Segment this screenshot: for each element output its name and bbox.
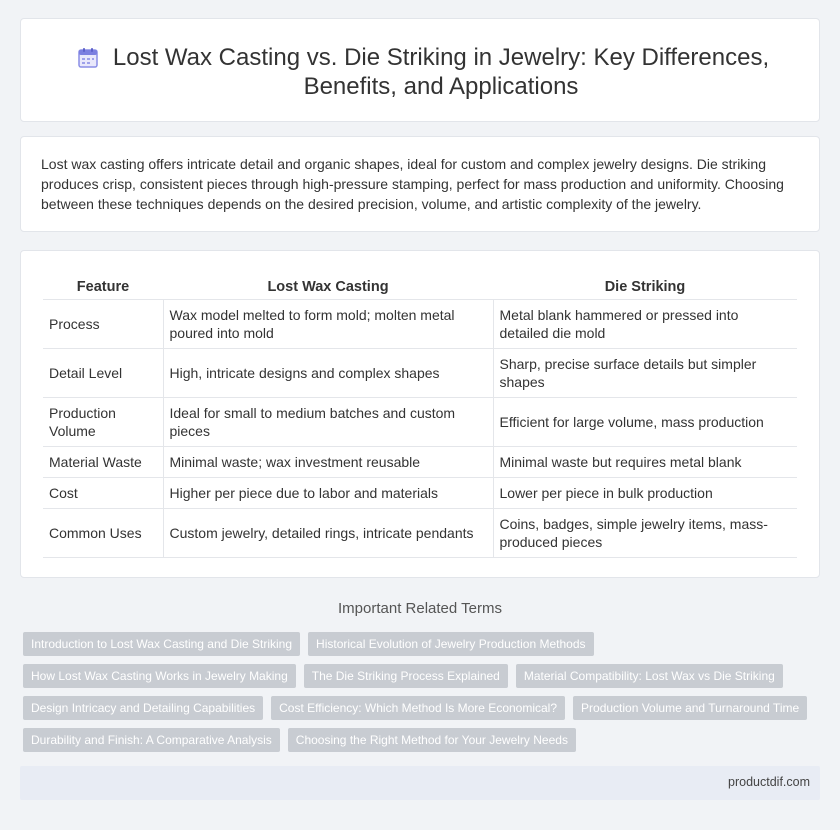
- column-header: Lost Wax Casting: [163, 275, 493, 299]
- comparison-table-card: [20, 250, 820, 578]
- table-cell: Efficient for large volume, mass production: [493, 397, 797, 446]
- table-cell: Production Volume: [43, 397, 163, 446]
- table-row: [43, 299, 797, 348]
- table-row: [43, 397, 797, 446]
- related-term-tag[interactable]: Choosing the Right Method for Your Jewelry Needs: [288, 728, 576, 752]
- footer-bar: [20, 766, 820, 800]
- related-term-tag[interactable]: How Lost Wax Casting Works in Jewelry Making: [23, 664, 296, 688]
- table-cell: Higher per piece due to labor and materials: [163, 477, 493, 508]
- table-cell: Metal blank hammered or pressed into detailed die mold: [493, 299, 797, 348]
- table-cell: Cost: [43, 477, 163, 508]
- table-header-row: [43, 275, 797, 299]
- table-cell: Wax model melted to form mold; molten metal poured into mold: [163, 299, 493, 348]
- related-terms-list: [23, 632, 813, 752]
- table-cell: Minimal waste; wax investment reusable: [163, 446, 493, 477]
- related-terms-heading: Important Related Terms: [338, 600, 502, 617]
- comparison-table: [43, 275, 797, 558]
- table-cell: Detail Level: [43, 348, 163, 397]
- related-term-tag[interactable]: Introduction to Lost Wax Casting and Die Striking: [23, 632, 300, 656]
- column-header: Die Striking: [493, 275, 797, 299]
- related-term-tag[interactable]: Design Intricacy and Detailing Capabilities: [23, 696, 263, 720]
- table-cell: Lower per piece in bulk production: [493, 477, 797, 508]
- table-cell: Common Uses: [43, 508, 163, 557]
- table-row: [43, 477, 797, 508]
- intro-card: [20, 136, 820, 232]
- table-cell: Ideal for small to medium batches and custom pieces: [163, 397, 493, 446]
- header-card: [20, 18, 820, 122]
- table-cell: Material Waste: [43, 446, 163, 477]
- page-title: Lost Wax Casting vs. Die Striking in Jewelry: Key Differences, Benefits, and Applications: [112, 44, 770, 100]
- table-cell: Coins, badges, simple jewelry items, mass-produced pieces: [493, 508, 797, 557]
- site-name: productdif.com: [728, 775, 810, 789]
- related-term-tag[interactable]: The Die Striking Process Explained: [304, 664, 508, 688]
- table-row: [43, 446, 797, 477]
- table-cell: Sharp, precise surface details but simpler shapes: [493, 348, 797, 397]
- table-row: [43, 508, 797, 557]
- table-cell: Minimal waste but requires metal blank: [493, 446, 797, 477]
- related-term-tag[interactable]: Durability and Finish: A Comparative Analysis: [23, 728, 280, 752]
- table-cell: High, intricate designs and complex shapes: [163, 348, 493, 397]
- table-row: [43, 348, 797, 397]
- related-term-tag[interactable]: Historical Evolution of Jewelry Production Methods: [308, 632, 593, 656]
- table-cell: Process: [43, 299, 163, 348]
- related-term-tag[interactable]: Cost Efficiency: Which Method Is More Economical?: [271, 696, 565, 720]
- related-term-tag[interactable]: Material Compatibility: Lost Wax vs Die Striking: [516, 664, 783, 688]
- table-cell: Custom jewelry, detailed rings, intricate pendants: [163, 508, 493, 557]
- intro-text: Lost wax casting offers intricate detail and organic shapes, ideal for custom and complex jewelry designs. Die striking produces crisp, consistent pieces through high-pressure stamping, perfect for mass production and uniformity. Choosing between these techniques depends on the desired precision, volume, and artistic complexity of the jewelry.: [41, 156, 784, 212]
- column-header: Feature: [43, 275, 163, 299]
- related-term-tag[interactable]: Production Volume and Turnaround Time: [573, 696, 807, 720]
